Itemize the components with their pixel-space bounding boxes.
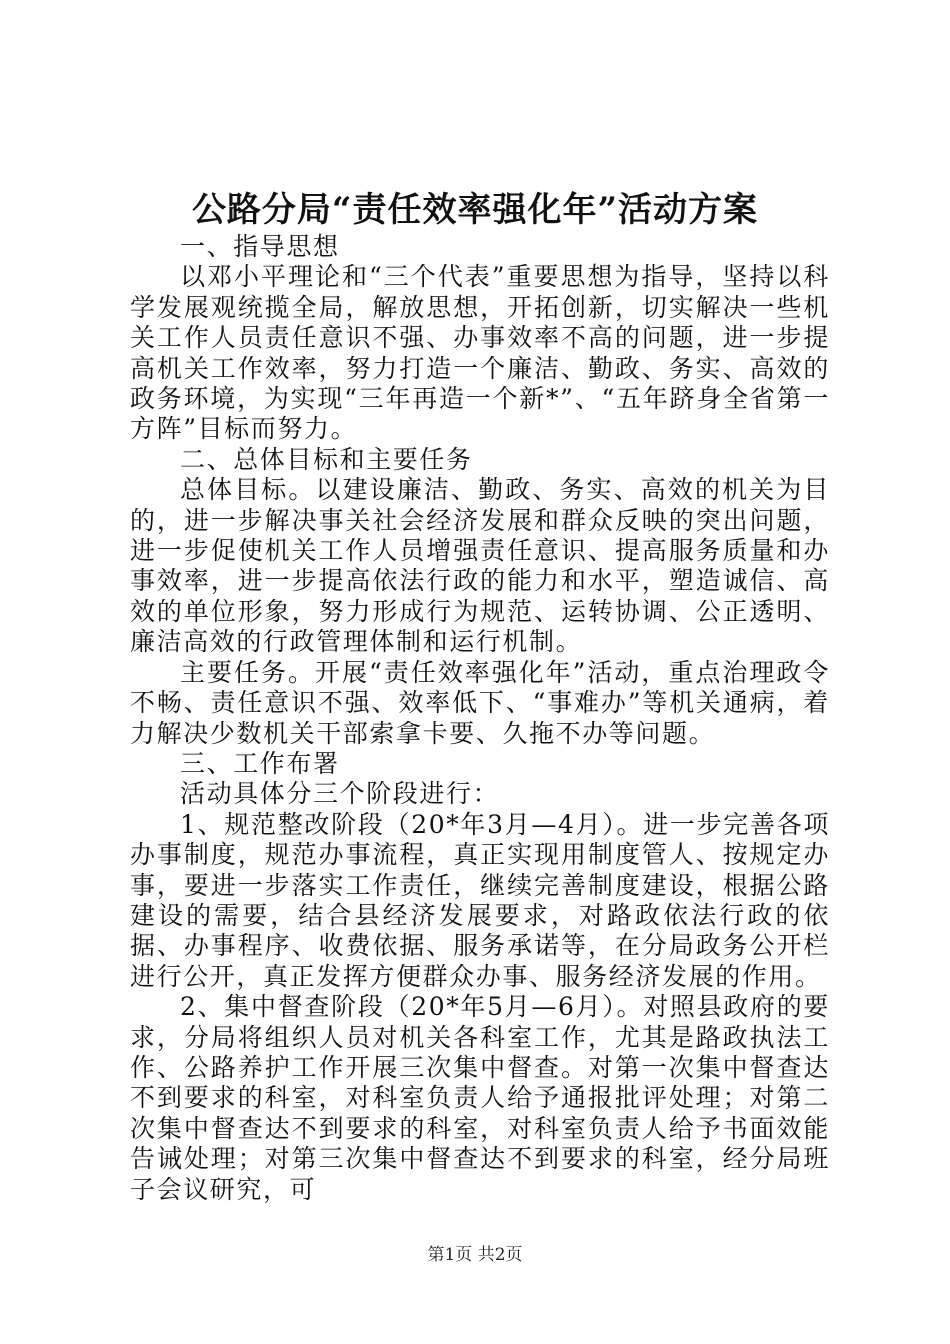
paragraph-guiding-thought: 以邓小平理论和“三个代表”重要思想为指导，坚持以科学发展观统揽全局，解放思想，开拓创新，切实解决一些机关工作人员责任意识不强、办事效率不高的问题，进一步提高机关工作效率，努力打造一个廉洁、勤政、务实、高效的政务环境，为实现“三年再造一个新*”、“五年跻身全省第一方阵”目标而努力。: [130, 262, 830, 444]
section-heading-work-arrangement: 三、工作布署: [180, 748, 340, 778]
paragraph-stage-1: 1、规范整改阶段（20*年3月—4月）。进一步完善各项办事制度，规范办事流程，真正实现用制度管人、按规定办事，要进一步落实工作责任，继续完善制度建设，根据公路建设的需要，结合县经济发展要求，对路政依法行政的依据、办事程序、收费依据、服务承诺等，在分局政务公开栏进行公开，真正发挥方便群众办事、服务经济发展的作用。: [130, 809, 830, 991]
paragraph-main-tasks: 主要任务。开展“责任效率强化年”活动，重点治理政令不畅、责任意识不强、效率低下、“事难办”等机关通病，着力解决少数机关干部索拿卡要、久拖不办等问题。: [130, 657, 830, 748]
paragraph-overall-goal: 总体目标。以建设廉洁、勤政、务实、高效的机关为目的，进一步解决事关社会经济发展和群众反映的突出问题，进一步促使机关工作人员增强责任意识、提高服务质量和办事效率，进一步提高依法行政的能力和水平，塑造诚信、高效的单位形象，努力形成行为规范、运转协调、公正透明、廉洁高效的行政管理体制和运行机制。: [130, 475, 830, 657]
paragraph-stages-intro: 活动具体分三个阶段进行：: [180, 779, 500, 809]
section-heading-goals-tasks: 二、总体目标和主要任务: [180, 444, 473, 474]
paragraph-stage-2: 2、集中督查阶段（20*年5月—6月）。对照县政府的要求，分局将组织人员对机关各科室工作，尤其是路政执法工作、公路养护工作开展三次集中督查。对第一次集中督查达不到要求的科室，对科室负责人给予通报批评处理；对第二次集中督查达不到要求的科室，对科室负责人给予书面效能告诫处理；对第三次集中督查达不到要求的科室，经分局班子会议研究，可: [130, 992, 830, 1204]
section-heading-guiding-thought: 一、指导思想: [180, 232, 340, 261]
page-footer: 第1页 共2页: [427, 1245, 523, 1265]
document-title: 公路分局“责任效率强化年”活动方案: [191, 190, 759, 230]
document-body: [130, 232, 830, 1205]
